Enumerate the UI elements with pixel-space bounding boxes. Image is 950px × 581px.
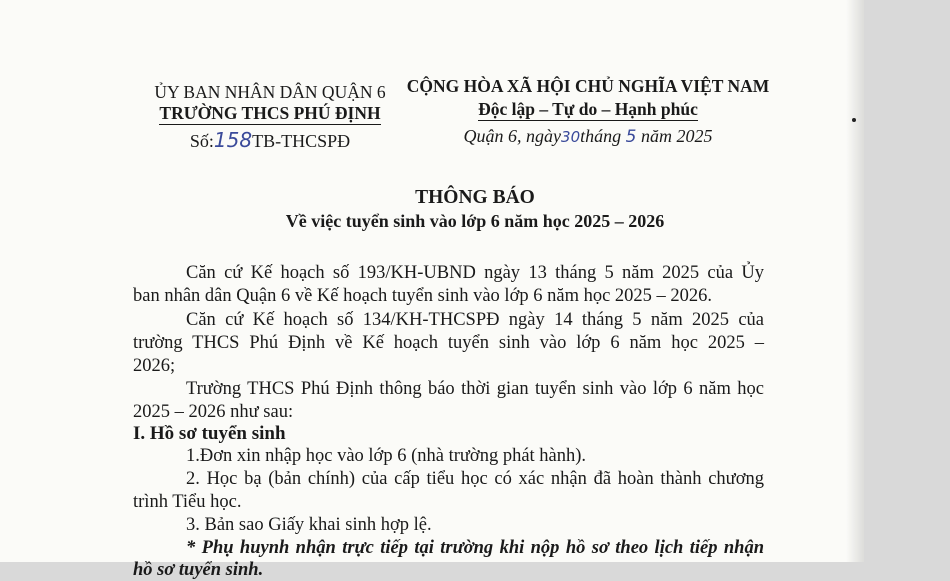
list-item-3: 3. Bản sao Giấy khai sinh hợp lệ. [186,515,432,535]
school-name [140,103,400,124]
number-handwritten: 158 [213,128,253,152]
list-item-2-line-1: 2. Học bạ (bản chính) của cấp tiểu học có xác nhận đã hoàn thành chương [186,469,764,489]
date-year: năm 2025 [640,126,713,146]
date-day-handwritten: 30 [561,128,581,146]
document-date [398,126,778,147]
document-subtitle: Về việc tuyển sinh vào lớp 6 năm học 2025 – 2026 [285,211,665,231]
date-prefix: Quận 6, ngày [463,126,562,146]
nation-title: CỘNG HÒA XÃ HỘI CHỦ NGHĨA VIỆT NAM [406,76,770,96]
document-number [140,128,400,152]
date-month-handwritten: 5 [625,127,637,147]
number-prefix: Số: [189,131,214,151]
note-line-2: hồ sơ tuyển sinh. [133,560,264,580]
paragraph-2-line-1: Căn cứ Kế hoạch số 134/KH-THCSPĐ ngày 14 tháng 5 năm 2025 của [186,310,764,330]
paragraph-3-line-2: 2025 – 2026 như sau: [133,402,294,422]
scan-shadow [846,0,864,562]
list-item-2-line-2: trình Tiểu học. [133,492,242,512]
scan-speck [852,118,856,122]
paragraph-1-line-1: Căn cứ Kế hoạch số 193/KH-UBND ngày 13 tháng 5 năm 2025 của Ủy [186,263,764,283]
section-1-heading: I. Hồ sơ tuyển sinh [133,423,286,444]
paragraph-2-line-3: 2026; [133,356,176,376]
document-title: THÔNG BÁO [415,187,535,208]
number-suffix: TB-THCSPĐ [252,131,351,151]
note-line-1: * Phụ huynh nhận trực tiếp tại trường khi nộp hồ sơ theo lịch tiếp nhận [186,538,764,558]
authority-name: ỦY BAN NHÂN DÂN QUẬN 6 [154,82,386,102]
national-motto-text: Độc lập – Tự do – Hạnh phúc [478,99,698,119]
school-name-text: TRƯỜNG THCS PHÚ ĐỊNH [159,103,381,123]
paragraph-3-line-1: Trường THCS Phú Định thông báo thời gian tuyển sinh vào lớp 6 năm học [186,379,764,399]
paragraph-2-line-2: trường THCS Phú Định về Kế hoạch tuyển sinh vào lớp 6 năm học 2025 – [133,333,764,353]
date-month-label: tháng [580,126,622,146]
national-motto [398,99,778,120]
list-item-1: 1.Đơn xin nhập học vào lớp 6 (nhà trường phát hành). [186,446,587,466]
paragraph-1-line-2: ban nhân dân Quận 6 về Kế hoạch tuyển sinh vào lớp 6 năm học 2025 – 2026. [133,286,713,306]
